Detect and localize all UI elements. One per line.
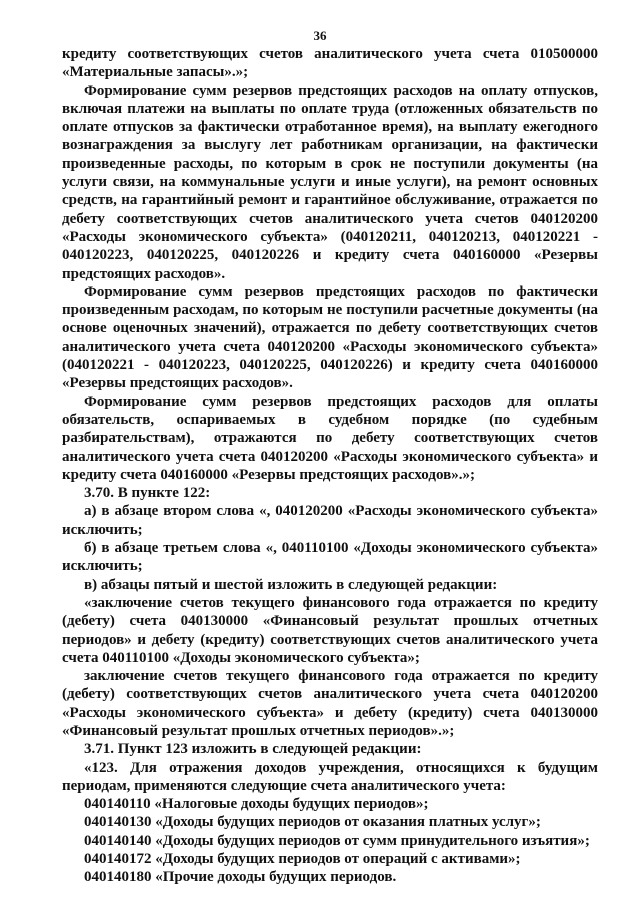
paragraph: а) в абзаце втором слова «, 040120200 «Расходы экономического субъекта» исключить; <box>62 503 598 538</box>
page-number: 36 <box>313 28 327 43</box>
paragraph: б) в абзаце третьем слова «, 040110100 «Доходы экономического субъекта» исключить; <box>62 540 598 575</box>
document-body <box>62 45 598 887</box>
paragraph: в) абзацы пятый и шестой изложить в следующей редакции: <box>84 576 498 593</box>
list-item: 040140130 «Доходы будущих периодов от оказания платных услуг»; <box>84 814 541 831</box>
paragraph: кредиту соответствующих счетов аналитического учета счета 010500000 «Материальные запасы».»; <box>62 46 598 81</box>
paragraph: «123. Для отражения доходов учреждения, относящихся к будущим периодам, применяются следующие счета аналитического учета: <box>62 759 598 794</box>
list-item: 040140110 «Налоговые доходы будущих периодов»; <box>84 796 429 813</box>
list-item: 040140140 «Доходы будущих периодов от сумм принудительного изъятия»; <box>84 832 590 849</box>
list-item: 040140172 «Доходы будущих периодов от операций с активами»; <box>84 851 521 868</box>
paragraph: заключение счетов текущего финансового года отражается по кредиту (дебету) соответствующих счетов аналитического учета счета 040120200 «Расходы экономического субъекта» и дебету (кредиту) счета 040130000 «Финансовый результат прошлых отчетных периодов».»; <box>62 668 598 739</box>
paragraph: Формирование сумм резервов предстоящих расходов для оплаты обязательств, оспариваемых в судебном порядке (по судебным разбирательствам), отражаются по дебету соответствующих счетов аналитического учета счета 040120200 «Расходы экономического субъекта» и кредиту счета 040160000 «Резервы предстоящих расходов».»; <box>62 393 598 483</box>
paragraph: Формирование сумм резервов предстоящих расходов по фактически произведенным расходам, по которым не поступили расчетные документы (на основе оценочных значений), отражается по дебету соответствующих счетов аналитического учета счета 040120200 «Расходы экономического субъекта» (040120221 - 040120223, 040120225, 040120226) и кредиту счета 040160000 «Резервы предстоящих расходов». <box>62 283 598 392</box>
paragraph: Формирование сумм резервов предстоящих расходов на оплату отпусков, включая платежи на выплаты по оплате труда (отложенных обязательств по оплате отпусков за фактически отработанное время), на выплату ежегодного вознаграждения за выслугу лет работникам организации, на фактически произведенные расходы, по которым в срок не поступили документы (на услуги связи, на коммунальные услуги и иные услуги), на ремонт основных средств, на гарантийный ремонт и гарантийное обслуживание, отражается по дебету соответствующих счетов аналитического учета счетов 040120200 «Расходы экономического субъекта» (040120211, 040120213, 040120221 - 040120223, 040120225, 040120226 и кредиту счета 040160000 «Резервы предстоящих расходов». <box>62 82 598 282</box>
paragraph: 3.71. Пункт 123 изложить в следующей редакции: <box>84 741 422 758</box>
paragraph: 3.70. В пункте 122: <box>84 485 211 502</box>
paragraph: «заключение счетов текущего финансового года отражается по кредиту (дебету) счета 040130000 «Финансовый результат прошлых отчетных периодов» и дебету (кредиту) соответствующих счетов аналитического учета счета 040110100 «Доходы экономического субъекта»; <box>62 594 598 666</box>
list-item: 040140180 «Прочие доходы будущих периодов. <box>84 869 397 886</box>
